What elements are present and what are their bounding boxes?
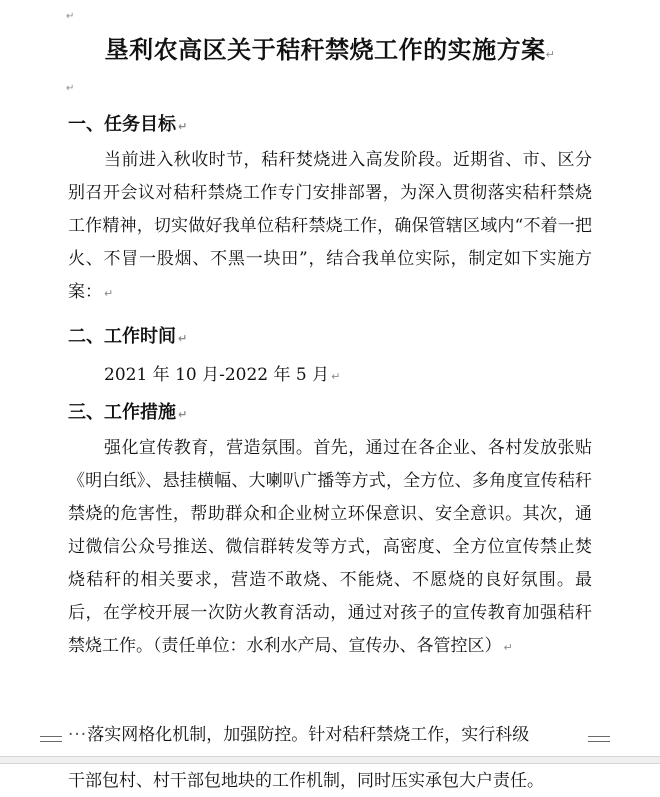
page-break — [0, 756, 660, 764]
paragraph-mark: ↵ — [104, 287, 114, 300]
paragraph-mark: ↵ — [178, 408, 188, 421]
empty-paragraph-mark: ↵ — [66, 11, 75, 22]
paragraph-mark: ↵ — [178, 332, 188, 345]
section-heading-2 — [68, 322, 187, 354]
paragraph-mark: ↵ — [503, 641, 513, 654]
section-heading-text: 三、工作措施 — [68, 402, 176, 423]
page-corner-mark-right — [588, 736, 610, 750]
section-body-3 — [68, 432, 592, 664]
next-paragraph-text: 落实网格化机制，加强防控。针对秸秆禁烧工作，实行科级 — [87, 725, 530, 745]
format-dots: ··· — [68, 725, 88, 745]
paragraph-mark: ↵ — [331, 370, 341, 383]
section-heading-text: 二、工作时间 — [68, 326, 176, 347]
section-heading-1 — [68, 110, 187, 142]
page-corner-mark-left — [40, 736, 62, 750]
paragraph-mark: ↵ — [178, 120, 188, 133]
document-title — [0, 30, 660, 75]
paragraph-mark: ↵ — [545, 48, 556, 61]
section-body-text: 强化宣传教育，营造氛围。首先，通过在各企业、各村发放张贴《明白纸》、悬挂横幅、大喇叭广播等方式，全方位、多角度宣传秸秆禁烧的危害性，帮助群众和企业树立环保意识、安全意识。其次，通过微信公众号推送、微信群转发等方式，高密度、全方位宣传禁止焚烧秸秆的相关要求，营造不敢烧、不能烧、不愿烧的良好氛围。最后，在学校开展一次防火教育活动，通过对孩子的宣传教育加强秸秆禁烧工作。（责任单位：水利水产局、宣传办、各管控区） — [68, 438, 592, 656]
work-period-text: 2021 年 10 月-2022 年 5 月 — [104, 365, 330, 385]
next-page-line — [68, 766, 544, 796]
next-paragraph-line — [68, 720, 529, 750]
section-heading-text: 一、任务目标 — [68, 114, 176, 135]
document-title-text: 垦利农高区关于秸秆禁烧工作的实施方案 — [104, 35, 546, 64]
section-body-text: 当前进入秋收时节，秸秆焚烧进入高发阶段。近期省、市、区分别召开会议对秸秆禁烧工作专门安排部署，为深入贯彻落实秸秆禁烧工作精神，切实做好我单位秸秆禁烧工作，确保管辖区域内“不着一把火、不冒一股烟、不黑一块田”，结合我单位实际，制定如下实施方案： — [68, 150, 592, 302]
section-body-1 — [68, 144, 592, 310]
empty-paragraph-mark: ↵ — [66, 83, 75, 94]
section-body-2 — [104, 360, 340, 392]
next-page-text: 干部包村、村干部包地块的工作机制，同时压实承包大户责任。 — [68, 771, 544, 791]
section-heading-3 — [68, 398, 187, 430]
